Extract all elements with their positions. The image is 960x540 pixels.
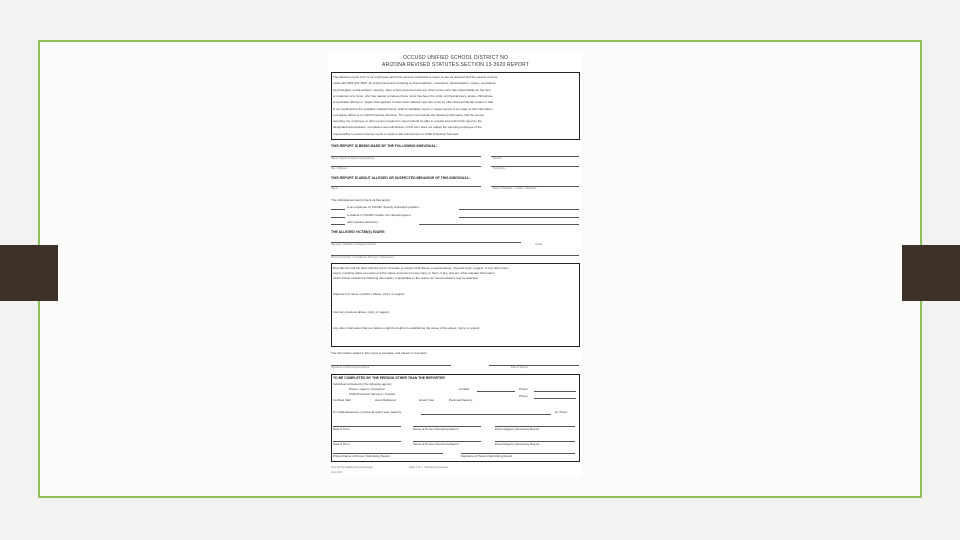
alleged-position-label: Date of Situation / Location / Behavior xyxy=(493,187,537,190)
intro-paragraph-line: psychologists, social workers, security, other school personnel and any other person who has responsibility for the care xyxy=(333,87,491,92)
intro-paragraph-line: is not explained by the available medical history, shall immediately report or cause reports to be made of this information xyxy=(333,106,493,111)
box-line-3: which should include the following information, if applicable or the reason for documentation may be attached. xyxy=(333,276,479,280)
made-by-header: THIS REPORT IS BEING MADE BY THE FOLLOWING INDIVIDUAL: xyxy=(331,144,437,148)
victim-parents-label: Victim's Parent(s) / Guardian(s) Name(s) / Address(es) xyxy=(331,256,394,259)
alleged-name-label: Name xyxy=(331,187,338,190)
completion-line-1: Individual contacted by the following agency: xyxy=(333,382,393,386)
signature-person-label: Signature of Person Submitting Report xyxy=(461,454,513,458)
intro-paragraph-line: The following report form is for employees and other persons mandated to report to use as required and the reports must be xyxy=(333,75,498,79)
intro-paragraph-line: responsibility to ensure that the report is made to law enforcement or Child Protective Services. xyxy=(333,131,460,136)
intro-paragraph-line: a reportable offense or neglect that appears to have been inflicted upon the minor by other than accidental means or that xyxy=(333,100,494,105)
victims-header: THE ALLEGED VICTIM(S) IS/ARE: xyxy=(331,230,386,234)
option-other-check[interactable] xyxy=(331,224,345,225)
completion-line-2: Phone / Agency Contacted xyxy=(349,387,385,391)
completion-line-4: Certified Mail xyxy=(333,398,351,402)
completion-line-3: Child Protective Services / Contact xyxy=(349,392,396,396)
report-form-document xyxy=(329,52,582,478)
option-employee-check[interactable] xyxy=(331,209,345,210)
site-line xyxy=(331,166,481,167)
option-employee-line xyxy=(459,209,579,210)
footer-left-2: Form #13 xyxy=(331,471,343,474)
intro-paragraph-line: reporting, the employee or other person required to report should be able to provide and submit this report to the xyxy=(333,119,482,124)
reporter-signature-label: Signature of Reporting Employee xyxy=(331,366,370,369)
completion-header: TO BE COMPLETED BY THE PERSON OTHER THAN THE REPORTER xyxy=(333,376,445,380)
box-item-2: Give any previous abuse, injury or neglect: xyxy=(333,310,390,314)
victim-name-label: Name(s) / Grade(s) of Alleged Victim(s) xyxy=(331,243,377,246)
contact-line xyxy=(477,391,515,392)
date-time-1-label: Date & Time xyxy=(333,427,350,431)
intro-paragraph-line: to a peace officer or to Child Protective Services. The report must include the following information that the person xyxy=(333,112,485,117)
option-other-line xyxy=(419,224,579,225)
at-time-label: at (Time) xyxy=(555,410,567,414)
phone-line-2 xyxy=(534,398,576,399)
date-time-2-label: Date & Time xyxy=(333,442,350,446)
certify-text: The information stated in this report is accurate, and based on true facts. xyxy=(331,351,428,355)
agency-2-label: Person/Agency Receiving Report xyxy=(495,442,540,446)
right-accent-bar xyxy=(902,245,960,301)
report-date-label: Date of Report xyxy=(511,366,528,369)
received-by-1-label: Name of Person Receiving Report xyxy=(413,427,459,431)
option-other-label: other (please describe): xyxy=(347,220,379,224)
alleged-header: THIS REPORT IS ABOUT ALLEGED OR SUSPECTED BEHAVIOR OF THIS INDIVIDUAL: xyxy=(331,176,470,180)
phone-label: Phone xyxy=(519,387,528,391)
position-line xyxy=(491,156,579,157)
site-label: Site / Address xyxy=(331,167,348,170)
intro-paragraph-line: made with ARS §13-3620. All school personnel including contract teachers, counselors, administrators, nurses, counselors, xyxy=(333,81,497,86)
report-date-line xyxy=(489,365,579,366)
form-title-line-2: ARIZONA REVISED STATUTES SECTION 13-3620 REPORT xyxy=(382,62,529,68)
completion-line-7: Personal Delivery xyxy=(449,398,473,402)
box-item-3: Any other information that you believe might be helpful in establishing the cause of the abuse, injury or neglect: xyxy=(333,326,481,330)
agency-1-label: Person/Agency Receiving Report xyxy=(495,427,540,431)
completion-line-5: Hand Delivered xyxy=(375,398,396,402)
intro-paragraph-line: designated administrator. Completion and submission of this form does not relieve the reporting employee of the xyxy=(333,125,482,130)
box-line-1: Describe the call the facts that led you to conclude or suspect that abuse or sexual abuse, physical injury, neglect, or any other harm xyxy=(333,266,509,270)
footer-mid: Page 1 of 1 · Revised Procedures xyxy=(409,466,448,469)
victim-grade-label: Grade xyxy=(535,243,543,246)
received-by-2-label: Name of Person Receiving Report xyxy=(413,442,459,446)
initial-report-label: An initial telephone or personal report was made by xyxy=(333,410,402,414)
alleged-name-line xyxy=(331,186,481,187)
position-label: Position xyxy=(493,157,503,160)
intro-paragraph-line: or treatment of a minor, who has reason to believe that a minor has been the victim of physical injury, abuse, child abuse, xyxy=(333,93,494,98)
phone-label-2: Phone xyxy=(519,394,528,398)
box-item-1: Statement of name of victim's abuse, injury or neglect: xyxy=(333,292,405,296)
box-line-2: report, including dates of events and the nature and extent of any injury or harm, if any, and any other relevant information xyxy=(333,271,495,275)
form-title-line-1: OCCUSD UNIFIED SCHOOL DISTRICT NO xyxy=(402,55,509,61)
telephone-label: Telephone xyxy=(493,167,505,170)
phone-line xyxy=(534,391,576,392)
completion-line-6: Email / Fax xyxy=(419,398,435,402)
option-student-label: a student in TUHSD. Grade: her Name/program: xyxy=(347,213,412,217)
left-accent-bar xyxy=(0,245,58,301)
initial-report-line xyxy=(421,414,551,415)
contact-label: Contact xyxy=(459,387,470,391)
option-employee-label: is an employee of TUHSD. Specify school/job position: xyxy=(347,205,420,209)
option-student-check[interactable] xyxy=(331,217,345,218)
reporter-name-label: Name / Name of Reporting Employee xyxy=(331,157,375,160)
printed-name-label: Printed Name of Person Submitting Report xyxy=(333,454,390,458)
option-student-line xyxy=(459,217,579,218)
footer-left: Dist: Personnel/Reporting Employee xyxy=(331,466,373,469)
individual-is-label: The individual accused (check all that apply): xyxy=(331,198,391,202)
